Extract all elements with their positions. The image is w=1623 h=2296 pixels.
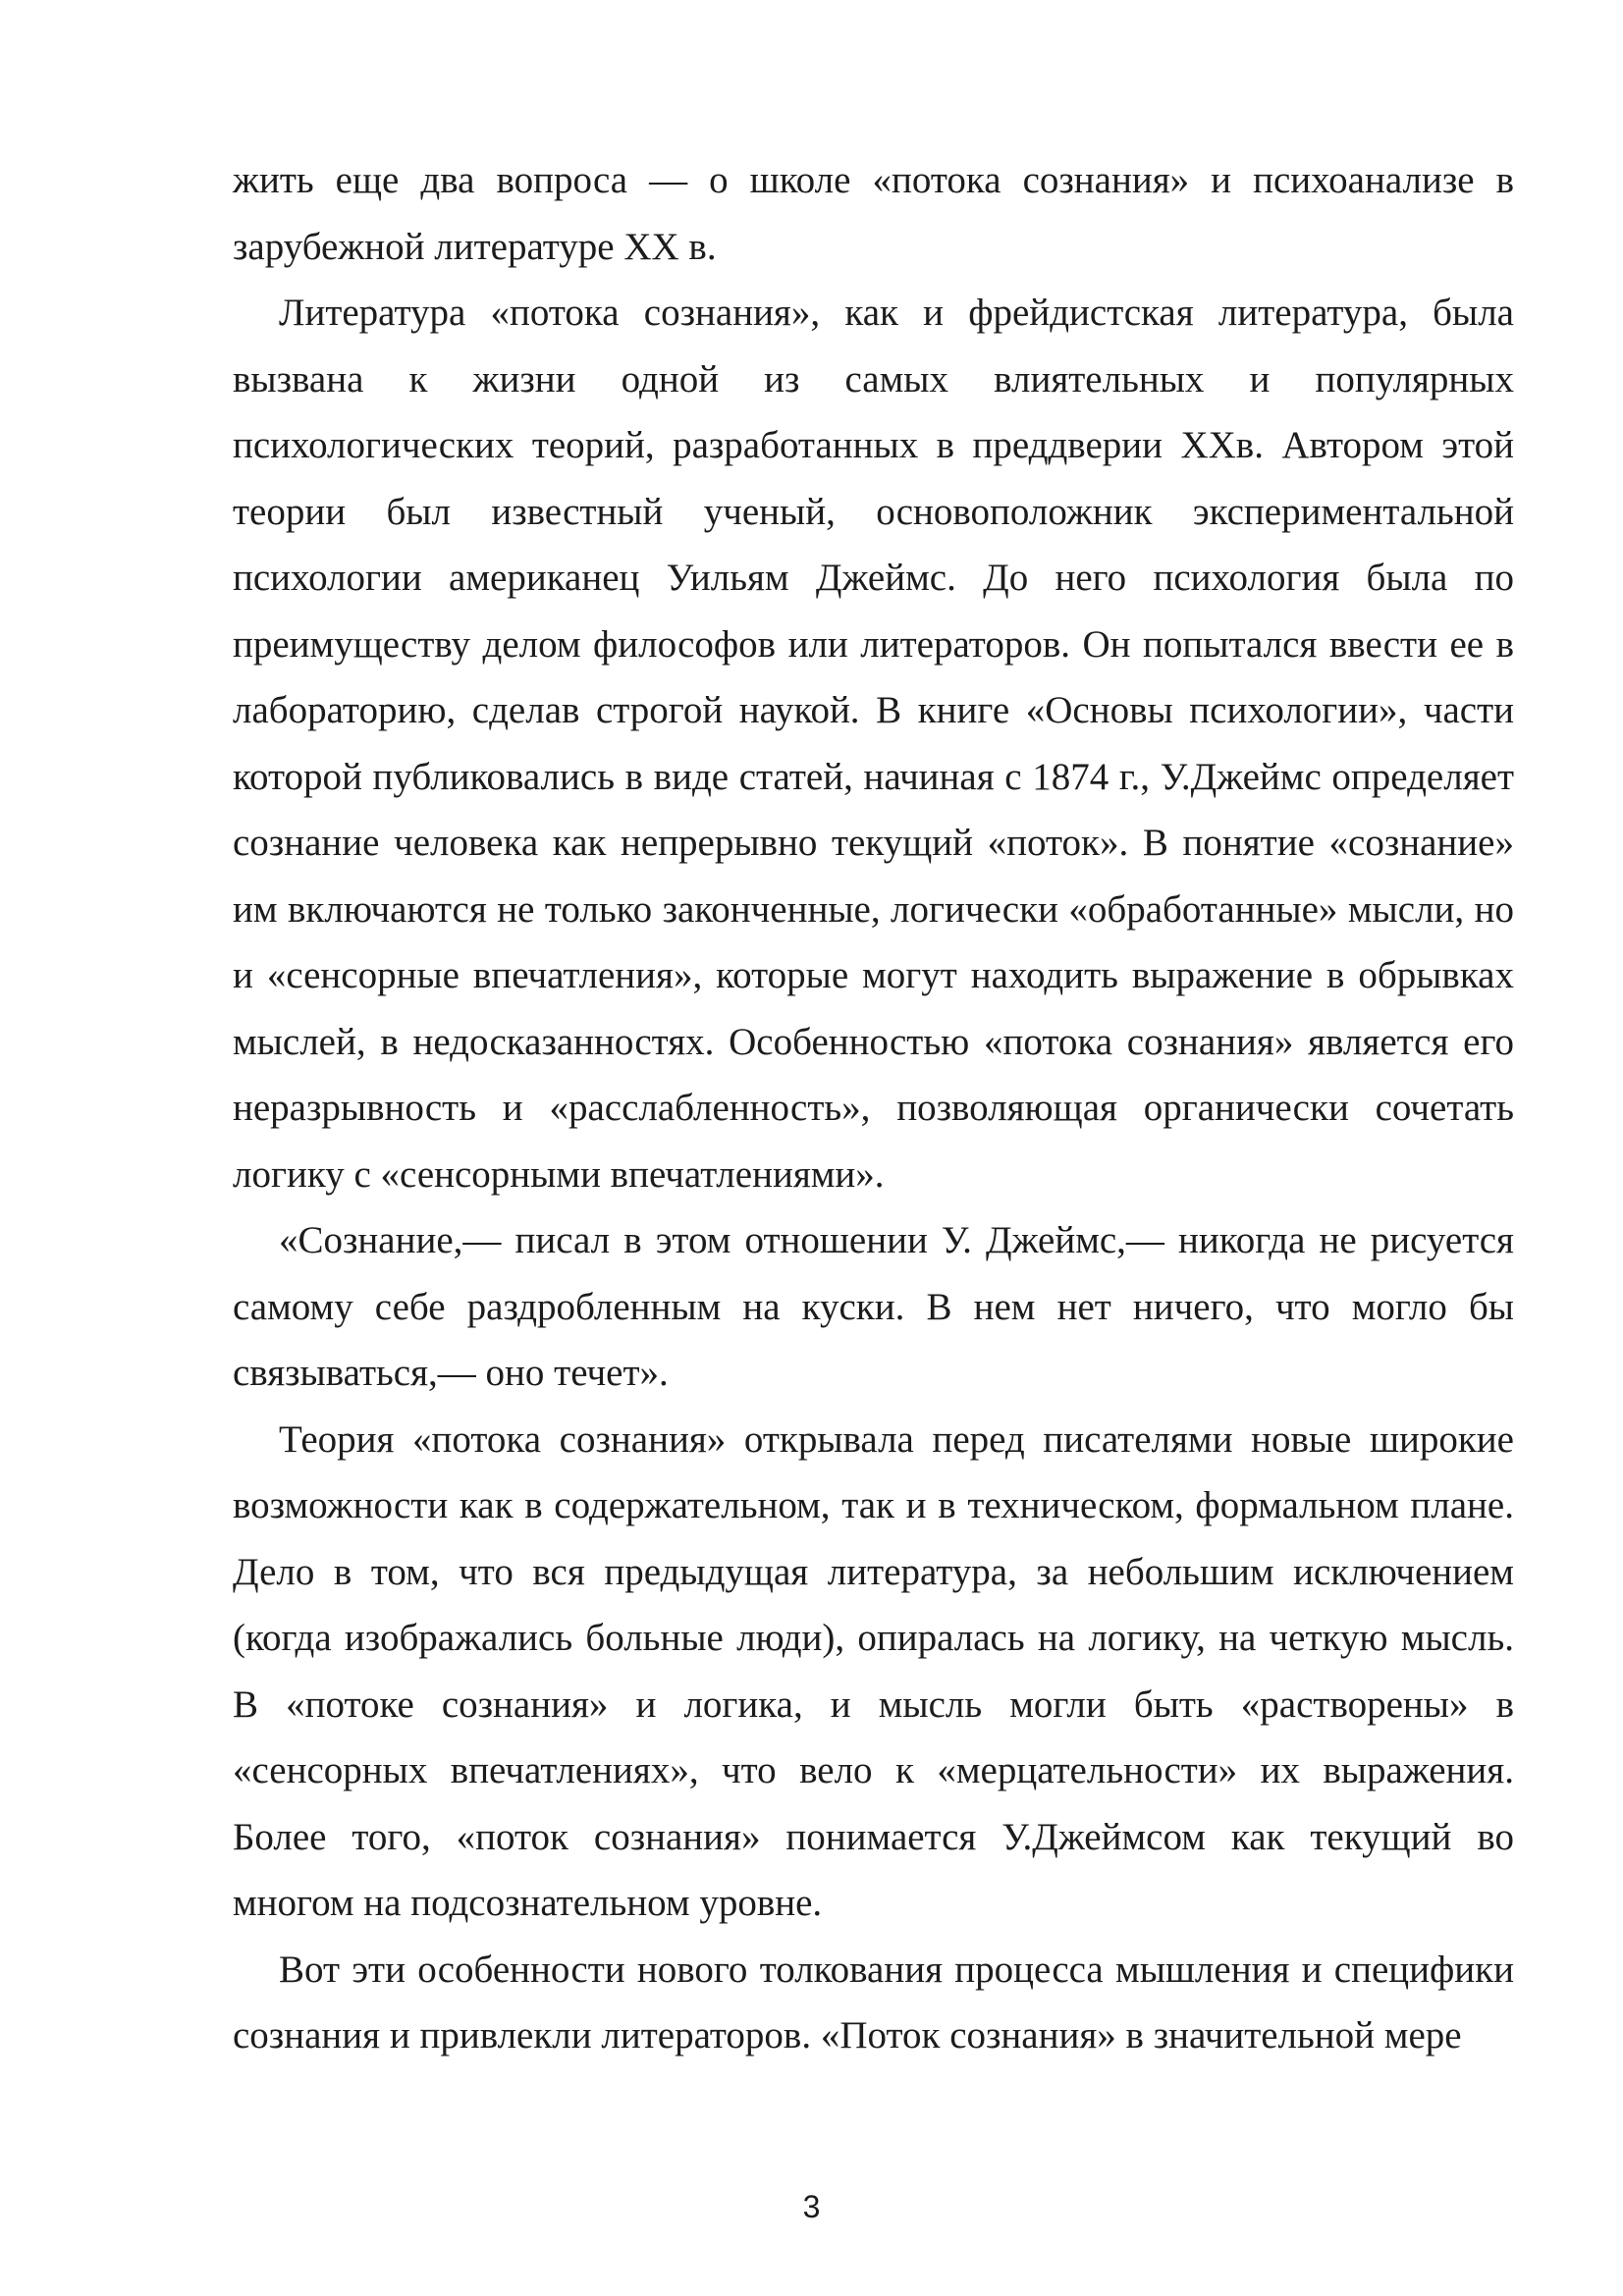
page-number: 3 xyxy=(802,2189,821,2224)
paragraph-attraction-of-writers: Вот эти особенности нового толкования процесса мышления и специфики сознания и привлекли литераторов. «Поток сознания» в значительной мере xyxy=(233,1948,1514,2056)
paragraph-james-quote: «Сознание,— писал в этом отношении У. Джеймс,— никогда не рисуется самому себе раздробленным на куски. В нем нет ничего, что могло бы связываться,— оно течет». xyxy=(233,1219,1514,1394)
document-body xyxy=(233,147,1514,2069)
paragraph-continuation: жить еще два вопроса — о школе «потока сознания» и психоанализе в зарубежной литературе XX в. xyxy=(233,159,1514,268)
paragraph-james-theory: Литература «потока сознания», как и фрейдистская литература, была вызвана к жизни одной из самых влиятельных и популярных психологических теорий, разработанных в преддверии XXв. Автором этой теории был известный ученый, основоположник экспериментальной психологии американец Уильям Джеймс. До него психология была по преимуществу делом философов или литераторов. Он попытался ввести ее в лабораторию, сделав строгой наукой. В книге «Основы психологии», части которой публиковались в виде статей, начиная с 1874 г., У.Джеймс определяет сознание человека как непрерывно текущий «поток». В понятие «сознание» им включаются не только законченные, логически «обработанные» мысли, но и «сенсорные впечатления», которые могут находить выражение в обрывках мыслей, в недосказанностях. Особенностью «потока сознания» является его неразрывность и «расслабленность», позволяющая органически сочетать логику с «сенсорными впечатлениями». xyxy=(233,292,1514,1196)
paragraph-theory-possibilities: Теория «потока сознания» открывала перед писателями новые широкие возможности как в содержательном, так и в техническом, формальном плане. Дело в том, что вся предыдущая литература, за небольшим исключением (когда изображались больные люди), опиралась на логику, на четкую мысль. В «потоке сознания» и логика, и мысль могли быть «растворены» в «сенсорных впечатлениях», что вело к «мерцательности» их выражения. Более того, «поток сознания» понимается У.Джеймсом как текущий во многом на подсознательном уровне. xyxy=(233,1417,1514,1924)
